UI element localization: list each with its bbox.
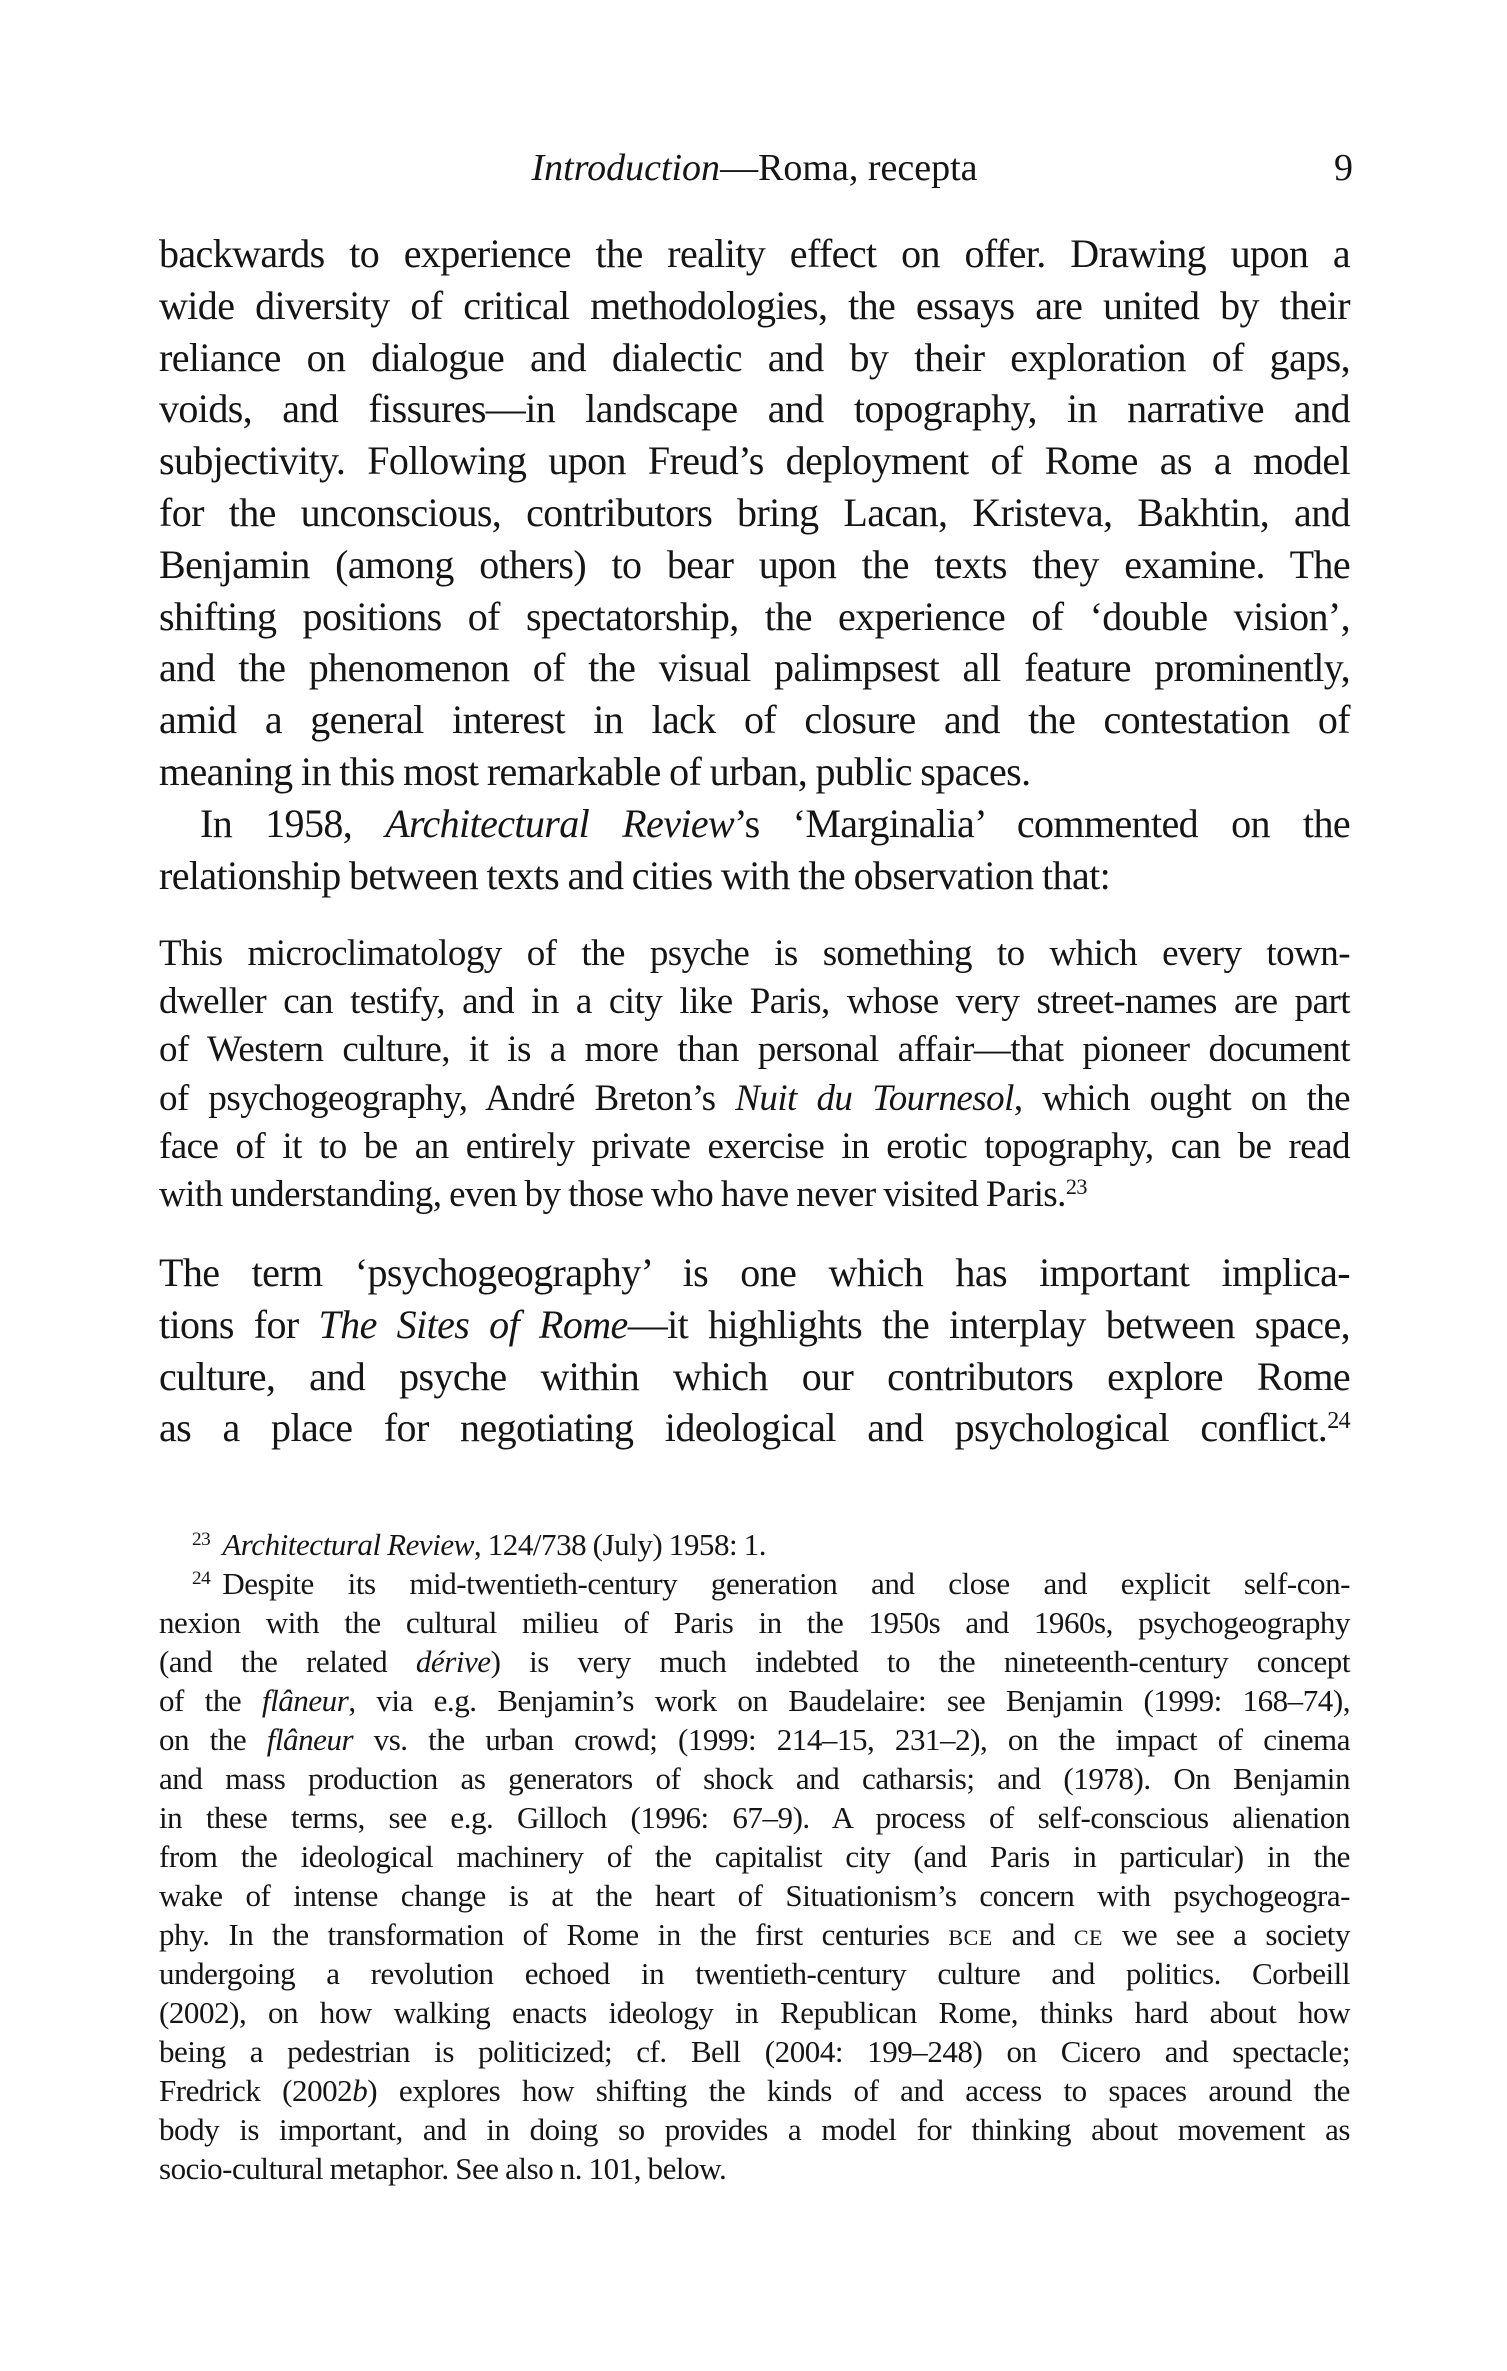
footnote-23	[192, 1525, 1350, 1564]
text-span: ) explores how shifting the kinds of and access to spaces around the	[367, 2073, 1350, 2108]
text-span: on the	[159, 1722, 267, 1757]
text-line: subjectivity. Following upon Freud’s deployment of Rome as a model	[159, 438, 1350, 483]
italic-term: flâneur	[261, 1683, 349, 1718]
footnote-line: (2002), on how walking enacts ideology in Republican Rome, thinks hard about how	[159, 1995, 1350, 2030]
text-span: as a place for negotiating ideological and psychological conflict.	[159, 1405, 1328, 1450]
text-span: ) is very much indebted to the nineteenth-century concept	[490, 1644, 1350, 1679]
journal-title: Architectural Review	[222, 1527, 474, 1562]
text-span: , via e.g. Benjamin’s work on Baudelaire: see Benjamin (1999: 168–74),	[348, 1683, 1350, 1718]
quote-line: of Western culture, it is a more than personal affair—that pioneer document	[159, 1029, 1350, 1070]
small-caps-era: bce	[948, 1917, 993, 1952]
footnote-line: from the ideological machinery of the capitalist city (and Paris in particular) in the	[159, 1839, 1350, 1874]
footnote-line: socio-cultural metaphor. See also n. 101, below.	[159, 2151, 727, 2186]
text-line: culture, and psyche within which our contributors explore Rome	[159, 1354, 1350, 1399]
footnote-line	[159, 1915, 1350, 1954]
footnote-line: wake of intense change is at the heart of Situationism’s concern with psychogeogra-	[159, 1878, 1350, 1913]
footnote-24	[192, 1564, 1350, 1603]
text-line: The term ‘psychogeography’ is one which has important implica-	[159, 1250, 1350, 1295]
footnote-number: 24	[192, 1568, 211, 1590]
text-line: voids, and fissures—in landscape and topography, in narrative and	[159, 386, 1350, 431]
book-title: Nuit du Tournesol	[735, 1078, 1014, 1119]
text-span: In 1958,	[200, 801, 386, 846]
text-line: Benjamin (among others) to bear upon the texts they examine. The	[159, 542, 1350, 587]
quote-line: dweller can testify, and in a city like Paris, whose very street-names are part	[159, 981, 1350, 1022]
footnote-line: being a pedestrian is politicized; cf. Bell (2004: 199–248) on Cicero and spectacle;	[159, 2034, 1350, 2069]
text-span: tions for	[159, 1302, 319, 1347]
text-span: and	[992, 1917, 1074, 1952]
footnote-ref-23[interactable]: 23	[1065, 1173, 1087, 1199]
text-line: shifting positions of spectatorship, the experience of ‘double vision’,	[159, 594, 1350, 639]
text-line: backwards to experience the reality effect on offer. Drawing upon a	[159, 231, 1350, 276]
quote-line: face of it to be an entirely private exercise in erotic topography, can be read	[159, 1126, 1350, 1167]
footnote-ref-24[interactable]: 24	[1327, 1407, 1350, 1434]
footnote-line: in these terms, see e.g. Gilloch (1996: 67–9). A process of self-conscious alienation	[159, 1800, 1350, 1835]
text-span: —it highlights the interplay between space,	[627, 1302, 1350, 1347]
quote-line	[159, 1171, 1350, 1219]
page-number: 9	[1334, 147, 1353, 189]
running-head-title	[159, 143, 1350, 193]
text-line: for the unconscious, contributors bring Lacan, Kristeva, Bakhtin, and	[159, 490, 1350, 535]
footnote-line: undergoing a revolution echoed in twentieth-century culture and politics. Corbeill	[159, 1956, 1350, 1991]
text-span: we see a society	[1103, 1917, 1350, 1952]
footnote-line	[159, 2071, 1350, 2110]
text-span: Fredrick (2002	[159, 2073, 353, 2108]
text-line	[200, 798, 1350, 850]
text-span: ’s ‘Marginalia’ commented on the	[734, 801, 1351, 846]
book-title: The Sites of Rome	[318, 1302, 628, 1347]
text-line: wide diversity of critical methodologies, the essays are united by their	[159, 283, 1350, 328]
text-line: and the phenomenon of the visual palimpsest all feature prominently,	[159, 645, 1350, 690]
quote-line: This microclimatology of the psyche is something to which every town-	[159, 933, 1350, 974]
text-line	[159, 1402, 1350, 1454]
text-line: reliance on dialogue and dialectic and by their exploration of gaps,	[159, 335, 1350, 380]
running-head	[159, 143, 1353, 193]
footnote-line	[159, 1720, 1350, 1759]
text-span: vs. the urban crowd; (1999: 214–15, 231–2), on the impact of cinema	[353, 1722, 1351, 1757]
small-caps-era: ce	[1073, 1917, 1103, 1952]
text-span: phy. In the transformation of Rome in the first centuries	[159, 1917, 949, 1952]
text-span: (and the related	[159, 1644, 416, 1679]
quote-line	[159, 1075, 1350, 1123]
text-span: of psychogeography, André Breton’s	[159, 1078, 736, 1119]
italic-term: flâneur	[266, 1722, 354, 1757]
text-span: , which ought on the	[1013, 1078, 1351, 1119]
footnote-number: 23	[192, 1529, 211, 1551]
footnote-line: body is important, and in doing so provides a model for thinking about movement as	[159, 2112, 1350, 2147]
footnote-line: nexion with the cultural milieu of Paris in the 1950s and 1960s, psychogeography	[159, 1605, 1350, 1640]
running-head-title-italic: Introduction	[531, 147, 721, 189]
italic-term: b	[352, 2073, 368, 2108]
italic-term: dérive	[415, 1644, 491, 1679]
footnote-line: and mass production as generators of shock and catharsis; and (1978). On Benjamin	[159, 1761, 1350, 1796]
text-span: with understanding, even by those who have never visited Paris.	[159, 1174, 1066, 1215]
text-line: relationship between texts and cities with the observation that:	[159, 853, 1111, 898]
text-line: meaning in this most remarkable of urban, public spaces.	[159, 749, 1031, 794]
running-head-title-rest: —Roma, recepta	[720, 147, 978, 189]
text-span: of the	[159, 1683, 262, 1718]
text-span: Despite its mid-twentieth-century generation and close and explicit self-con-	[222, 1566, 1350, 1601]
footnote-line	[159, 1681, 1350, 1720]
text-span: , 124/738 (July) 1958: 1.	[473, 1527, 767, 1562]
journal-title: Architectural Review	[385, 801, 735, 846]
text-line	[159, 1299, 1350, 1351]
text-line: amid a general interest in lack of closure and the contestation of	[159, 697, 1350, 742]
footnote-line	[159, 1642, 1350, 1681]
